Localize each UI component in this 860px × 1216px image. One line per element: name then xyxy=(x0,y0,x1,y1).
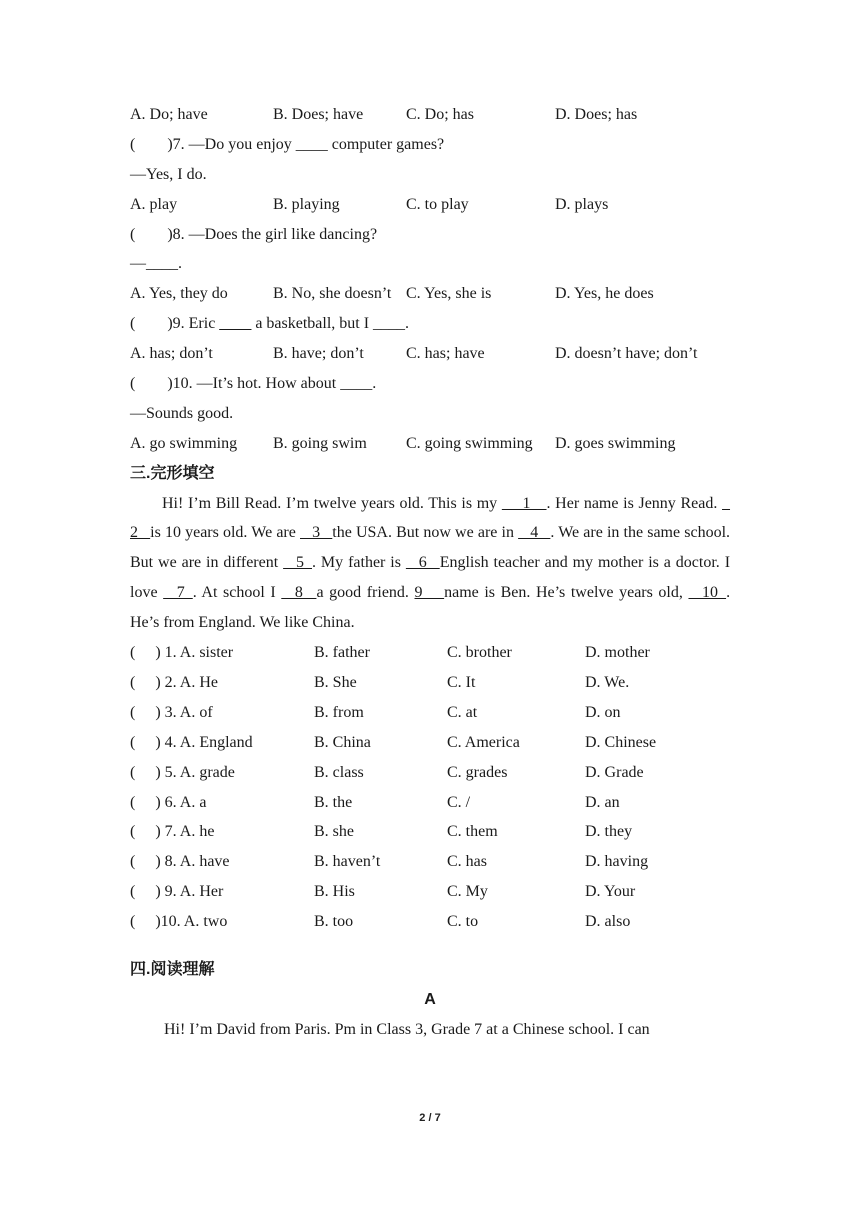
cloze-item-option-c: C. to xyxy=(447,913,479,931)
q8-option-c: C. Yes, she is xyxy=(406,285,492,303)
cloze-item-option-d: D. an xyxy=(585,793,620,811)
q7-option-a: A. play xyxy=(130,195,178,213)
cloze-item-option-c: C. It xyxy=(447,674,476,691)
cloze-text: Hi! I’m Bill Read. I’m twelve years old. This is my xyxy=(162,494,502,512)
cloze-text: is 10 years old. We are xyxy=(150,524,300,542)
q6-option-a: A. Do; have xyxy=(130,106,208,123)
cloze-item-question: ( ) 6. A. a xyxy=(130,793,207,811)
q10-option-c: C. going swimming xyxy=(406,434,533,452)
q8-option-b: B. No, she doesn’t xyxy=(273,285,392,303)
cloze-text: name is Ben. He’s twelve years old, xyxy=(444,584,689,602)
cloze-text: the USA. But now we are in xyxy=(332,524,519,542)
q10-reply: —Sounds good. xyxy=(130,404,234,422)
q10-option-d: D. goes swimming xyxy=(555,434,676,452)
cloze-item-option-d: D. Chinese xyxy=(585,733,657,751)
cloze-item-option-d: D. they xyxy=(585,823,633,841)
q8-reply: —____. xyxy=(130,255,182,273)
cloze-blank: 4 xyxy=(518,524,551,542)
q7-reply: —Yes, I do. xyxy=(130,165,207,183)
cloze-item-option-d: D. Grade xyxy=(585,763,644,781)
q6-option-d: D. Does; has xyxy=(555,106,638,123)
cloze-item-option-d: D. having xyxy=(585,853,649,871)
cloze-item-row xyxy=(130,728,730,758)
cloze-item-option-b: B. haven’t xyxy=(314,853,381,871)
cloze-item-row xyxy=(130,788,730,818)
cloze-item-option-b: B. too xyxy=(314,913,354,931)
cloze-blank: 2 xyxy=(130,494,731,542)
cloze-item-option-b: B. She xyxy=(314,674,357,691)
cloze-item-question: ( ) 8. A. have xyxy=(130,853,230,871)
cloze-text: . He’s from England. We like China. xyxy=(130,584,731,632)
cloze-item-option-b: B. she xyxy=(314,823,354,841)
reading-passage-a-label: A xyxy=(424,990,436,1008)
q9-option-a: A. has; don’t xyxy=(130,345,213,363)
cloze-item-option-b: B. His xyxy=(314,883,355,901)
cloze-text: . My father is xyxy=(312,554,406,572)
q6-options xyxy=(130,100,730,130)
cloze-item-option-c: C. America xyxy=(447,733,520,751)
cloze-text: English teacher and my mother is a doctor. I love xyxy=(130,554,731,602)
q9-option-b: B. have; don’t xyxy=(273,345,364,363)
q7-options xyxy=(130,190,730,220)
cloze-item-option-b: B. the xyxy=(314,793,353,811)
cloze-blank: 6 xyxy=(405,554,440,572)
q9-blank: ____ xyxy=(219,315,252,333)
q7-stem: ( )7. —Do you enjoy ____ computer games? xyxy=(130,135,445,153)
cloze-item-option-d: D. We. xyxy=(585,674,630,691)
q10-option-a: A. go swimming xyxy=(130,434,238,452)
cloze-item-row xyxy=(130,758,730,788)
cloze-blank: 7 xyxy=(163,584,193,602)
cloze-item-option-c: C. / xyxy=(447,793,471,811)
cloze-item-question: ( ) 1. A. sister xyxy=(130,644,234,662)
cloze-item-option-d: D. Your xyxy=(585,883,636,901)
reading-passage-a-first-line xyxy=(130,1015,730,1045)
cloze-item-row xyxy=(130,847,730,877)
worksheet-page xyxy=(130,100,730,1045)
cloze-blank: 1 xyxy=(501,494,547,512)
cloze-blank: 3 xyxy=(300,524,333,542)
q9-stem-end: a basketball, but I ____. xyxy=(251,315,410,333)
q9-option-c: C. has; have xyxy=(406,345,485,363)
q10-option-b: B. going swim xyxy=(273,434,367,452)
cloze-blank: 9 xyxy=(414,584,445,602)
cloze-question-list xyxy=(130,638,730,937)
cloze-item-option-c: C. at xyxy=(447,703,478,721)
cloze-text: . We are in the same school. But we are in different xyxy=(130,524,731,572)
cloze-item-row xyxy=(130,638,730,668)
cloze-item-question: ( ) 9. A. Her xyxy=(130,883,224,901)
cloze-item-question: ( ) 7. A. he xyxy=(130,823,215,841)
q9-stem-start: ( )9. Eric xyxy=(130,315,220,333)
cloze-item-question: ( ) 5. A. grade xyxy=(130,763,235,781)
cloze-item-question: ( )10. A. two xyxy=(130,913,228,931)
cloze-item-option-c: C. them xyxy=(447,823,498,841)
q9-option-d: D. doesn’t have; don’t xyxy=(555,345,698,363)
cloze-item-option-d: D. on xyxy=(585,703,621,721)
cloze-item-row xyxy=(130,907,730,937)
cloze-item-option-d: D. mother xyxy=(585,644,650,662)
cloze-item-option-c: C. My xyxy=(447,883,488,901)
cloze-text: . At school I xyxy=(192,584,282,602)
section3-heading: 三.完形填空 xyxy=(130,464,215,482)
q8-stem: ( )8. —Does the girl like dancing? xyxy=(130,225,378,243)
section4-heading: 四.阅读理解 xyxy=(130,961,215,979)
cloze-item-question: ( ) 3. A. of xyxy=(130,703,213,721)
q6-option-c: C. Do; has xyxy=(406,106,474,123)
q9-stem xyxy=(130,309,730,339)
cloze-item-row xyxy=(130,877,730,907)
q10-options xyxy=(130,429,730,459)
cloze-blank: 8 xyxy=(281,584,317,602)
cloze-text: . Her name is Jenny Read. xyxy=(546,494,723,512)
cloze-item-row xyxy=(130,668,730,698)
cloze-passage xyxy=(130,489,730,639)
cloze-item-option-c: C. grades xyxy=(447,763,508,781)
cloze-item-option-c: C. has xyxy=(447,853,487,871)
cloze-item-option-d: D. also xyxy=(585,913,631,931)
q7-option-d: D. plays xyxy=(555,195,609,213)
cloze-blank: 5 xyxy=(283,554,313,572)
cloze-item-question: ( ) 2. A. He xyxy=(130,674,218,691)
cloze-item-row xyxy=(130,817,730,847)
q7-option-b: B. playing xyxy=(273,195,340,213)
q9-options xyxy=(130,339,730,369)
page-number: 2 / 7 xyxy=(419,1112,441,1124)
q10-stem: ( )10. —It’s hot. How about ____. xyxy=(130,375,377,393)
cloze-blank: 10 xyxy=(688,584,727,602)
q8-option-d: D. Yes, he does xyxy=(555,285,654,303)
cloze-item-question: ( ) 4. A. England xyxy=(130,733,253,751)
cloze-item-row xyxy=(130,698,730,728)
cloze-item-option-b: B. class xyxy=(314,763,364,781)
cloze-text: a good friend. xyxy=(316,584,415,602)
cloze-item-option-b: B. father xyxy=(314,644,370,662)
cloze-item-option-b: B. China xyxy=(314,733,371,751)
cloze-item-option-c: C. brother xyxy=(447,644,512,662)
q8-options xyxy=(130,279,730,309)
q6-option-b: B. Does; have xyxy=(273,106,364,123)
reading-passage-a-text: Hi! I’m David from Paris. Pm in Class 3, Grade 7 at a Chinese school. I can xyxy=(164,1020,650,1038)
q8-option-a: A. Yes, they do xyxy=(130,285,228,303)
q7-option-c: C. to play xyxy=(406,195,469,213)
cloze-item-option-b: B. from xyxy=(314,703,364,721)
